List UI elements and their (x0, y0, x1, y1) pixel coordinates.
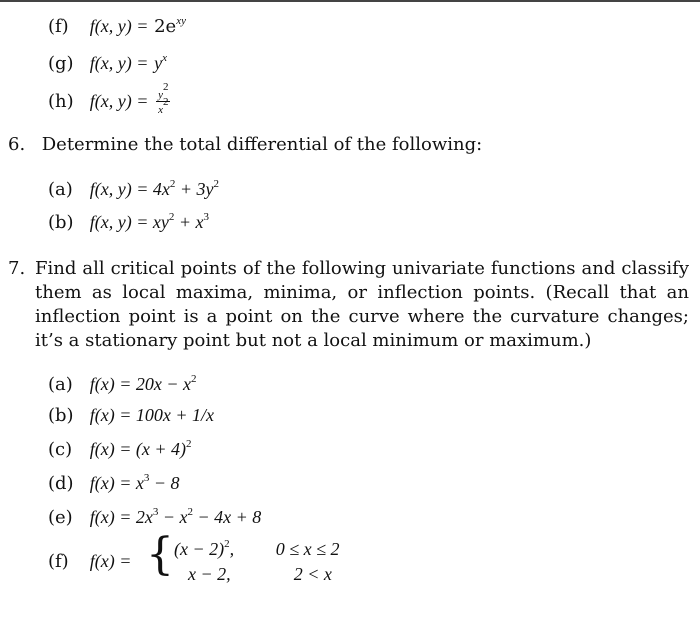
item-label: (a) (48, 179, 73, 200)
q7-item-a (48, 372, 196, 397)
piecewise-brace: { (146, 529, 174, 580)
item-label: (f) (48, 16, 69, 37)
item-expression: f(x) = 100x + 1/x (89, 405, 214, 425)
question-7-text: Find all critical points of the following univariate functions and classify them as local maxima, minima, or inflection points. (Recall that an inflection point is a point on the curve where the curvature changes; it’s a stationary point but not a local minimum or maximum.) (35, 258, 689, 351)
q6-item-a (48, 177, 219, 202)
case-expression: x − 2, (188, 564, 231, 584)
item-expression: f(x, $y) = 2e^{xy}$ (89, 15, 186, 37)
item-expression: f(x, $y) = xy^2 + x^3$ (89, 211, 209, 232)
piecewise-case-2 (188, 563, 332, 586)
top-rule (0, 0, 700, 2)
question-7-number (8, 257, 36, 281)
item-label: (e) (48, 507, 73, 528)
prev-item-f (48, 14, 186, 39)
item-expression: f(x, $y) = y^x$ (89, 52, 167, 73)
q7-item-b (48, 403, 214, 428)
item-label: (g) (48, 53, 74, 74)
item-expression: $f(x) = 20x - x^2$ (89, 373, 197, 394)
q7-item-c (48, 437, 191, 462)
item-label: (f) (48, 551, 69, 572)
item-expression: f(x, $y) = 4x^2 + 3y^2$ (89, 178, 219, 199)
question-text: Determine the total differential of the following: (41, 134, 483, 155)
item-label: (b) (48, 212, 74, 233)
item-expression: f(x, y) = $\frac{y^2}{x^2}$ (89, 81, 169, 116)
case-condition: 2 < x (293, 564, 332, 584)
item-expression: $f(x) = (x + 4)^2$ (89, 438, 192, 459)
item-expression: $f(x) = x^3 - 8$ (89, 472, 180, 493)
prev-item-g (48, 51, 167, 76)
fraction: $\frac{y^2}{x^2}$ (158, 81, 169, 116)
question-number: 7. (8, 258, 26, 279)
question-6 (8, 133, 482, 157)
case-expression: $(x - 2)^2$, (174, 538, 235, 559)
item-label: (a) (48, 374, 73, 395)
q7-item-e (48, 505, 261, 530)
item-label: (c) (48, 439, 73, 460)
prev-item-h (48, 81, 172, 116)
item-expression: $f(x) = 2x^3 - x^2 - 4x + 8$ (89, 506, 262, 527)
q7-item-f (48, 549, 131, 574)
item-label: (d) (48, 473, 74, 494)
q7-item-d (48, 471, 180, 496)
item-expression: f(x) = (89, 551, 132, 571)
question-number: 6. (8, 134, 26, 155)
piecewise-case-1 (174, 538, 339, 561)
item-label: (h) (48, 90, 74, 112)
q6-item-b (48, 210, 209, 235)
item-label: (b) (48, 405, 74, 426)
case-condition: 0 ≤ x ≤ 2 (275, 539, 340, 559)
